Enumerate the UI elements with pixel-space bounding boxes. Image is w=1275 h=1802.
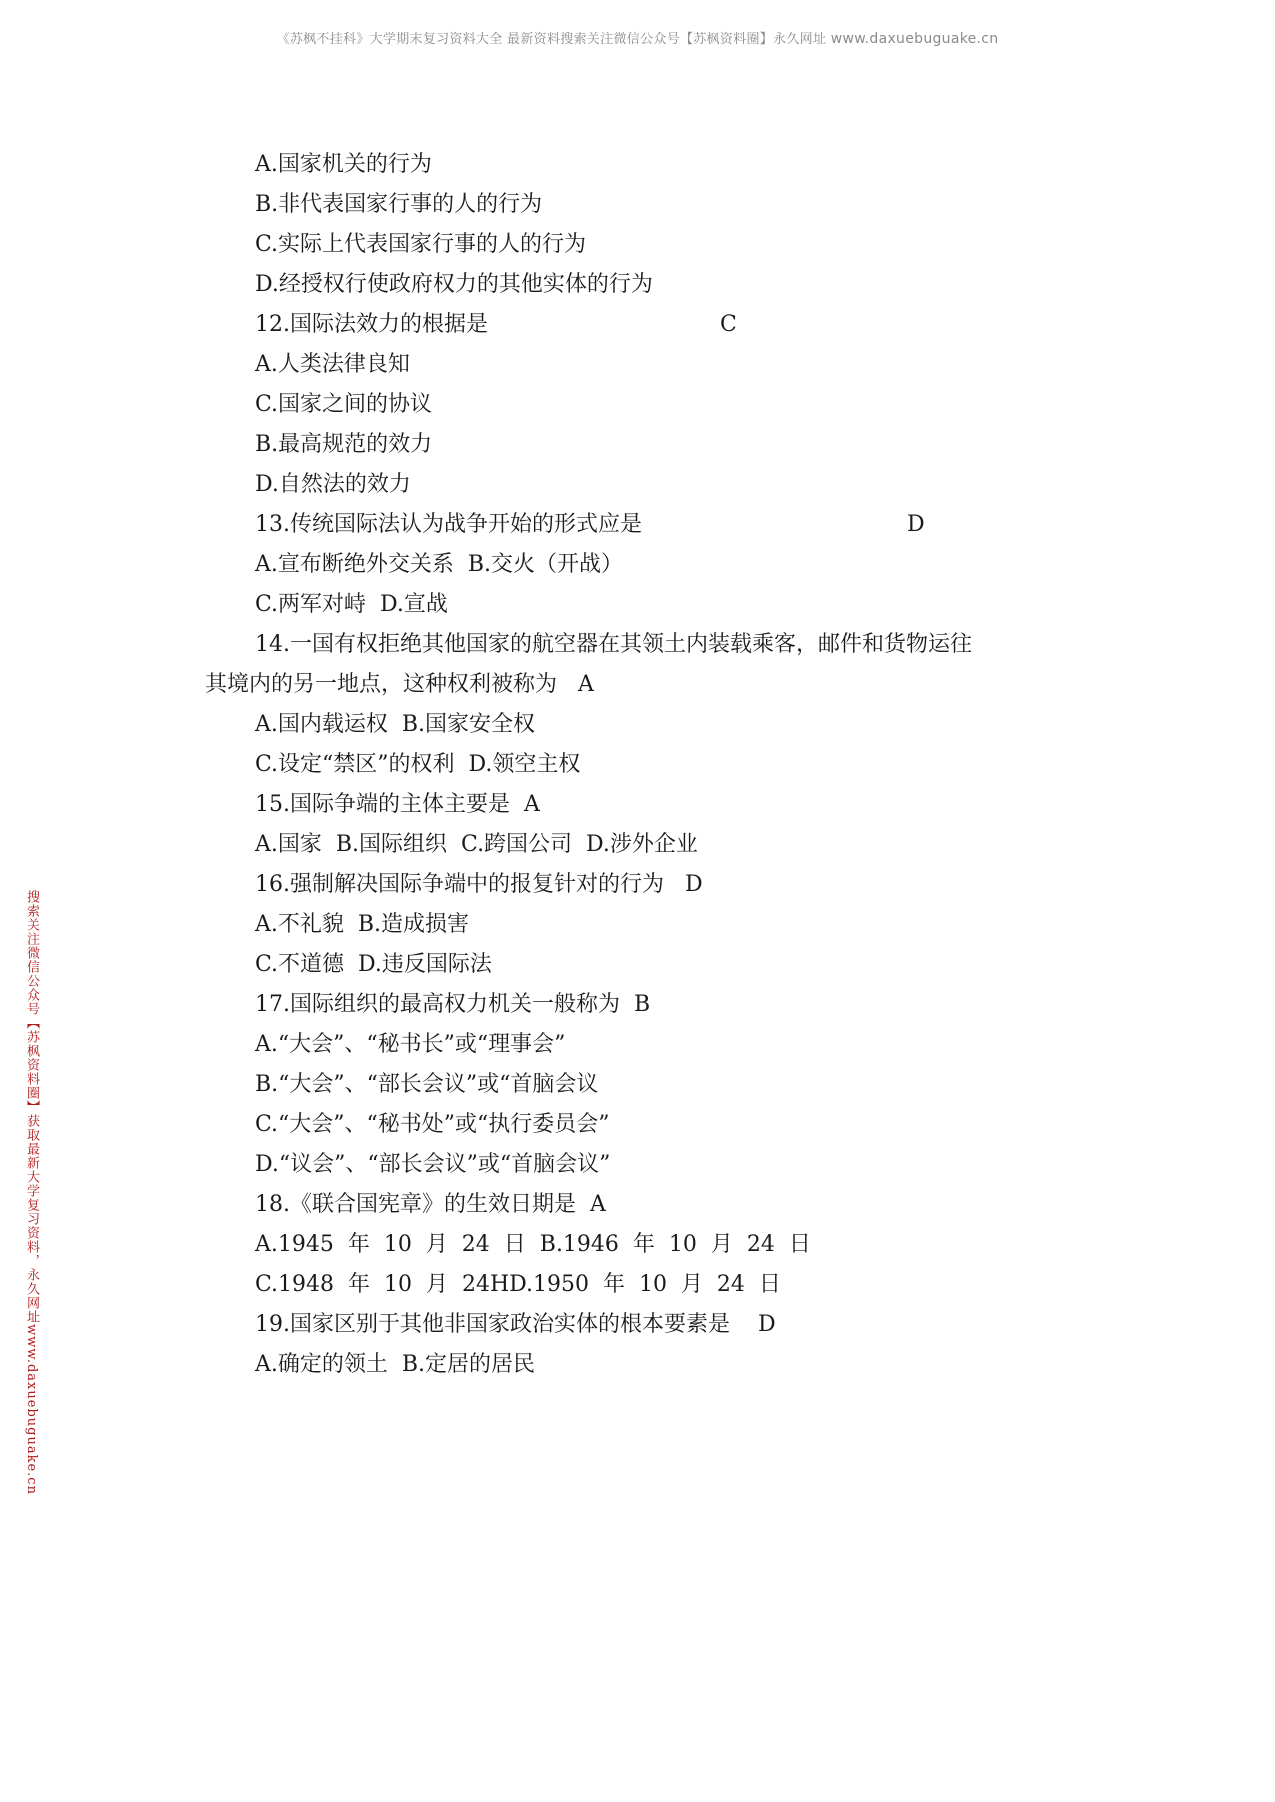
question-16: 16.强制解决国际争端中的报复针对的行为 D <box>255 872 703 897</box>
q18-options-cd: C.1948 年 10 月 24HD.1950 年 10 月 24 日 <box>255 1272 781 1297</box>
q12-option-a: A.人类法律良知 <box>255 352 410 377</box>
q11-option-a: A.国家机关的行为 <box>255 152 432 177</box>
side-watermark: 搜索关注微信公众号【苏枫资料圈】获取最新大学复习资料，永久网址www.daxuebuguake.cn <box>24 890 39 1495</box>
q11-option-d: D.经授权行使政府权力的其他实体的行为 <box>255 272 653 297</box>
q12-option-b: B.最高规范的效力 <box>255 432 433 457</box>
q17-option-a: A.“大会”、“秘书长”或“理事会” <box>255 1032 566 1057</box>
q14-options-ab: A.国内载运权 B.国家安全权 <box>255 712 536 737</box>
question-17: 17.国际组织的最高权力机关一般称为 B <box>255 992 651 1017</box>
header-text: 《苏枫不挂科》大学期末复习资料大全 最新资料搜索关注微信公众号【苏枫资料圈】永久网址 <box>276 32 827 47</box>
question-12: 12.国际法效力的根据是 <box>255 312 488 337</box>
question-19: 19.国家区别于其他非国家政治实体的根本要素是 D <box>255 1312 776 1337</box>
q13-options-cd: C.两军对峙 D.宣战 <box>255 592 448 617</box>
q13-options-ab: A.宣布断绝外交关系 B.交火（开战） <box>255 552 624 577</box>
q11-option-b: B.非代表国家行事的人的行为 <box>255 192 543 217</box>
q11-option-c: C.实际上代表国家行事的人的行为 <box>255 232 587 257</box>
q16-options-ab: A.不礼貌 B.造成损害 <box>255 912 470 937</box>
question-14: 14.一国有权拒绝其他国家的航空器在其领土内装载乘客，邮件和货物运往 <box>255 632 972 657</box>
question-12-answer: C <box>720 312 737 337</box>
question-14-cont: 其境内的另一地点，这种权利被称为 A <box>205 672 594 697</box>
question-13-answer: D <box>907 512 925 537</box>
q18-options-ab: A.1945 年 10 月 24 日 B.1946 年 10 月 24 日 <box>255 1232 811 1257</box>
q17-option-d: D.“议会”、“部长会议”或“首脑会议” <box>255 1152 611 1177</box>
q17-option-c: C.“大会”、“秘书处”或“执行委员会” <box>255 1112 610 1137</box>
q14-options-cd: C.设定“禁区”的权利 D.领空主权 <box>255 752 581 777</box>
q16-options-cd: C.不道德 D.违反国际法 <box>255 952 492 977</box>
q17-option-b: B.“大会”、“部长会议”或“首脑会议 <box>255 1072 599 1097</box>
q12-option-d: D.自然法的效力 <box>255 472 411 497</box>
page-header-watermark <box>0 28 1275 47</box>
question-13: 13.传统国际法认为战争开始的形式应是 <box>255 512 642 537</box>
question-18: 18.《联合国宪章》的生效日期是 A <box>255 1192 606 1217</box>
question-15: 15.国际争端的主体主要是 A <box>255 792 540 817</box>
q12-option-c: C.国家之间的协议 <box>255 392 433 417</box>
header-site-link[interactable]: www.daxuebuguake.cn <box>830 31 999 47</box>
q19-options-ab: A.确定的领土 B.定居的居民 <box>255 1352 536 1377</box>
q15-options: A.国家 B.国际组织 C.跨国公司 D.涉外企业 <box>255 832 698 857</box>
